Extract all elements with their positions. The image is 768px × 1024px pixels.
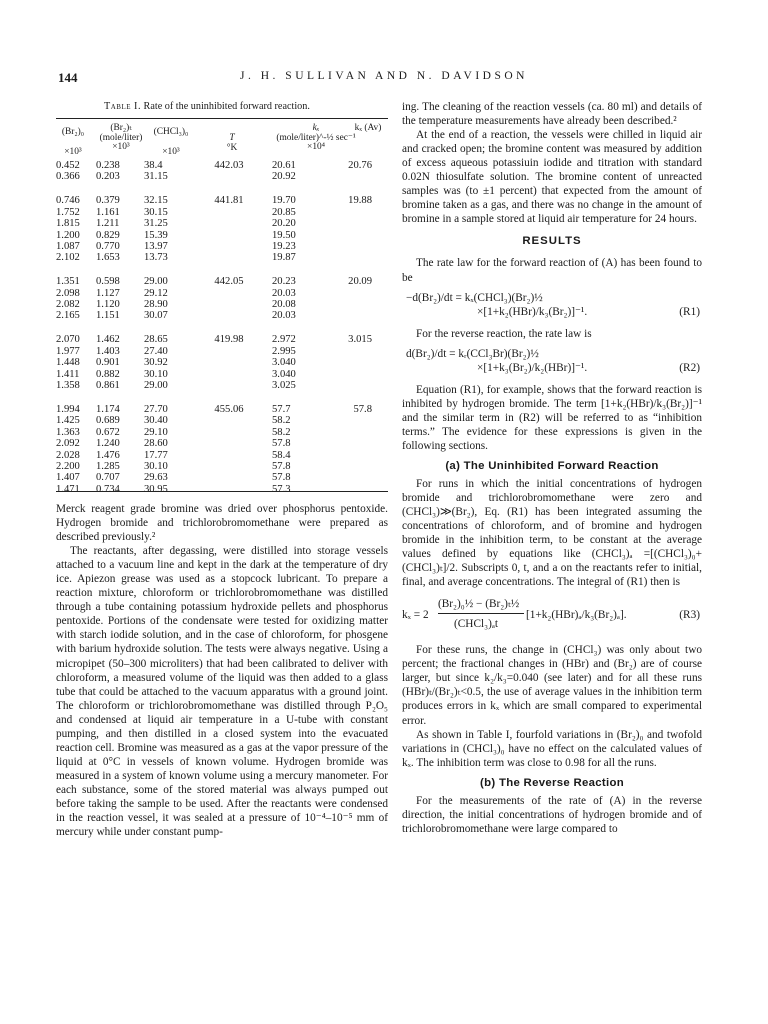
table-cell: 19.88 (348, 195, 372, 207)
header-line: kₓ (Av) (354, 123, 382, 133)
table-cell: 1.411 (56, 368, 80, 380)
table-cell (198, 310, 260, 321)
table-row (56, 334, 388, 345)
table-cell: 15.39 (144, 229, 168, 241)
table-row (56, 357, 388, 368)
table-cell: 1.285 (96, 460, 120, 472)
table-cell (332, 252, 372, 263)
table-cell: 0.379 (96, 195, 120, 207)
table-body (56, 160, 388, 508)
table-cell (198, 288, 260, 299)
table-cell: 1.358 (56, 380, 80, 392)
table-cell: 0.598 (96, 276, 120, 288)
paragraph: The rate law for the forward reaction of (A) has been found to be (402, 257, 702, 284)
table-cell: 2.995 (272, 345, 296, 357)
col-header-br2-final (96, 124, 146, 153)
table-row-group (56, 160, 388, 183)
table-cell: 2.972 (272, 334, 296, 346)
table-cell: 0.829 (96, 229, 120, 241)
table-cell: 2.098 (56, 287, 80, 299)
table-cell (332, 357, 372, 368)
table-cell (198, 230, 260, 241)
table-row (56, 195, 388, 206)
table-cell: 2.102 (56, 252, 80, 264)
table-cell: 20.09 (348, 276, 372, 288)
table-caption-text: Rate of the uninhibited forward reaction. (143, 101, 310, 112)
paragraph: For the reverse reaction, the rate law is (416, 327, 592, 340)
table-cell: 1.151 (96, 310, 120, 322)
table-cell: 0.882 (96, 368, 120, 380)
table-cell: 0.746 (56, 195, 80, 207)
table-cell: 0.238 (96, 160, 120, 171)
table-cell: 2.092 (56, 438, 80, 450)
table-cell: 57.8 (272, 438, 291, 450)
table-cell (332, 380, 372, 391)
table-cell: 20.20 (272, 218, 296, 230)
table-cell (198, 427, 260, 438)
header-line: ×10³ (112, 142, 130, 153)
equation-r2 (402, 347, 702, 375)
section-heading-results: RESULTS (522, 235, 582, 248)
col-header-kf-avg (346, 124, 390, 134)
paragraph: Equation (R1), for example, shows that the forward reaction is inhibited by hydrogen bromide. The term [1+k₂(HBr)/k₃(Br₂)]⁻¹ and the similar term in (R2) will be referred to as “inhibition terms.” The evidence for these expressions is given in the following sections. (402, 383, 702, 452)
table-cell (198, 207, 260, 218)
table-row-group (56, 404, 388, 495)
table-row (56, 369, 388, 380)
col-header-br2-initial (56, 128, 90, 157)
table-cell: 1.653 (96, 252, 120, 264)
table-cell: 13.97 (144, 240, 168, 252)
table-cell: 442.03 (214, 160, 244, 171)
table-cell (198, 438, 260, 449)
table-cell: 3.025 (272, 380, 296, 392)
table-cell: 1.174 (96, 404, 120, 416)
table-cell: 57.8 (353, 404, 372, 416)
right-column-text (402, 100, 702, 836)
table-cell: 0.366 (56, 171, 80, 183)
table-cell: 1.240 (96, 438, 120, 450)
table-cell: 2.200 (56, 460, 80, 472)
header-line: T (229, 133, 235, 143)
table-cell: 0.452 (56, 160, 80, 171)
paragraph: The reactants, after degassing, were distilled into storage vessels attached to a vacuum line and kept in the dark at the temperature of dry ice. Apiezon grease was used as a stopcock lubricant. To prepare a reaction mixture, chloroform or trichlorobromomethane was distilled through a tube containing potassium hydroxide pellets and phosphorus pentoxide. Portions of the condensate were tested for oxidizing matter with starch iodide solution, and in the case of chloroform, for phosgene with barium hydroxide solution. The tests were always negative. Using a micropipet (50–300 microliters) that had been calibrated to deliver with chloroform, a measured volume of the liquid was then added to a glass tube that could be attached to the vacuum apparatus with a ground joint. The chloroform or trichlorobromomethane was distilled through P₂O₅ and condensed at liquid air temperature in a U-tube with constant pumping, and then distilled in a closed system into the evacuated reaction cell. Bromine was measured as a gas at the vapor pressure of the liquid at 0°C in vessels of known volume. Hydrogen bromide was measured in a system of known volume using a mercury manometer. For each substance, some of the stored material was always pumped out before taking the sample to be used. After the reactants were condensed in the reaction vessel, it was sealed at a pressure of 10⁻⁴–10⁻⁵ mm of mercury while under constant pump- (56, 545, 388, 839)
table-row-group (56, 334, 388, 391)
table-cell: 455.06 (214, 404, 244, 416)
section-heading-a: (a) The Uninhibited Forward Reaction (445, 459, 659, 472)
equation-line: ×[1+k₃(Br₂)/k₂(HBr)]⁻¹. (477, 361, 588, 374)
table-cell: 0.707 (96, 472, 120, 484)
table-cell: 0.901 (96, 357, 120, 369)
table-row (56, 415, 388, 426)
table-cell (332, 171, 372, 182)
header-line: ×10³ (162, 146, 180, 157)
table-row (56, 472, 388, 483)
table-cell: 30.10 (144, 460, 168, 472)
table-cell: 442.05 (214, 276, 244, 288)
paragraph: At the end of a reaction, the vessels were chilled in liquid air and cracked open; the bromine content was measured by addition of excess aqueous potassiuin iodide and titration with standard 0.02N thiosulfate solution. The bromine content of unreacted samples was (to ±1 percent) that expected from the amount of bromine taken as a gas, and there was no change in the amount of bromine in a sample stored at liquid air temperature for 24 hours. (402, 129, 702, 226)
table-cell: 29.10 (144, 426, 168, 438)
col-header-chcl3 (146, 128, 196, 157)
table-cell (332, 230, 372, 241)
table-cell: 1.471 (56, 483, 80, 495)
table-row (56, 461, 388, 472)
col-header-temperature (202, 134, 262, 153)
table-cell: 20.85 (272, 206, 296, 218)
table-cell: 1.752 (56, 206, 80, 218)
section-heading-b: (b) The Reverse Reaction (480, 776, 624, 789)
table-cell: 20.08 (272, 299, 296, 311)
table-row (56, 427, 388, 438)
table-cell: 1.994 (56, 404, 80, 416)
table-row (56, 299, 388, 310)
equation-lhs: kₓ = 2 (402, 609, 429, 622)
table-cell (332, 207, 372, 218)
table-cell (332, 241, 372, 252)
table-cell: 30.07 (144, 310, 168, 322)
table-cell: 30.40 (144, 415, 168, 427)
table-cell: 1.120 (96, 299, 120, 311)
header-line: (Br₂)ₜ (110, 123, 132, 133)
table-cell: 20.61 (272, 160, 296, 171)
equation-rhs: [1+k₂(HBr)ₐ/k₃(Br₂)ₐ]. (526, 609, 627, 622)
table-cell: 58.2 (272, 426, 291, 438)
table-cell: 20.23 (272, 276, 296, 288)
equation-r1 (402, 291, 702, 319)
table-row (56, 160, 388, 171)
fraction-bar (438, 613, 524, 614)
equation-line: ×[1+k₂(HBr)/k₃(Br₂)]⁻¹. (477, 305, 588, 318)
table-row (56, 484, 388, 495)
table-row (56, 207, 388, 218)
table-row (56, 310, 388, 321)
table-cell: 30.92 (144, 357, 168, 369)
equation-numerator: (Br₂)₀½ − (Br₂)ₜ½ (438, 598, 520, 611)
table-cell: 0.861 (96, 380, 120, 392)
equation-tag: (R2) (679, 361, 700, 374)
table-cell: 31.25 (144, 218, 168, 230)
table-cell (198, 252, 260, 263)
table-cell: 0.203 (96, 171, 120, 183)
table-cell: 2.165 (56, 310, 80, 322)
table-cell: 28.90 (144, 299, 168, 311)
table-cell: 1.407 (56, 472, 80, 484)
table-cell: 1.815 (56, 218, 80, 230)
table-cell: 1.087 (56, 240, 80, 252)
table-row (56, 241, 388, 252)
table-cell: 57.3 (272, 483, 291, 495)
table-cell (198, 450, 260, 461)
table-cell (332, 461, 372, 472)
table-cell (332, 310, 372, 321)
table-cell: 17.77 (144, 449, 168, 461)
header-line: °K (226, 142, 238, 153)
table-cell (198, 380, 260, 391)
table-row (56, 438, 388, 449)
table-cell: 1.127 (96, 287, 120, 299)
table-cell: 27.70 (144, 404, 168, 416)
table-cell: 29.12 (144, 287, 168, 299)
table-row (56, 252, 388, 263)
table-row (56, 288, 388, 299)
table-cell (332, 484, 372, 495)
table-cell: 30.15 (144, 206, 168, 218)
table-caption-label: Table I. (104, 101, 141, 112)
equation-tag: (R3) (679, 609, 700, 622)
table-cell: 57.8 (272, 472, 291, 484)
table-cell (198, 369, 260, 380)
table-cell: 19.70 (272, 195, 296, 207)
left-column-text (56, 502, 388, 839)
table-row (56, 346, 388, 357)
table-cell: 3.015 (348, 334, 372, 346)
table-cell: 1.161 (96, 206, 120, 218)
header-line: ×10⁴ (307, 142, 325, 153)
table-cell (332, 472, 372, 483)
table-cell: 57.8 (272, 460, 291, 472)
table-cell (332, 450, 372, 461)
header-line: (CHCl₃)₀ (153, 127, 189, 137)
equation-tag: (R1) (679, 305, 700, 318)
table-row-group (56, 276, 388, 322)
table-cell: 1.403 (96, 345, 120, 357)
table-cell: 3.040 (272, 368, 296, 380)
table-cell: 2.082 (56, 299, 80, 311)
table-cell: 29.63 (144, 472, 168, 484)
table-cell: 19.87 (272, 252, 296, 264)
table-cell: 1.363 (56, 426, 80, 438)
table-cell: 1.977 (56, 345, 80, 357)
table-cell: 19.23 (272, 240, 296, 252)
table-header (56, 124, 388, 156)
table-cell: 13.73 (144, 252, 168, 264)
table-cell: 29.00 (144, 380, 168, 392)
table-cell: 19.50 (272, 229, 296, 241)
table-cell: 1.351 (56, 276, 80, 288)
table-cell: 20.03 (272, 310, 296, 322)
header-line: ×10³ (64, 146, 82, 157)
table-cell (198, 461, 260, 472)
table-cell (198, 415, 260, 426)
table-row (56, 218, 388, 229)
table-cell (332, 415, 372, 426)
table-cell (332, 346, 372, 357)
table-cell: 1.476 (96, 449, 120, 461)
table-cell: 30.10 (144, 368, 168, 380)
paragraph: For runs in which the initial concentrations of hydrogen bromide and trichlorobromomethane were zero and (CHCl₃)≫(Br₂), Eq. (R1) has been integrated assuming the concentrations of chloroform, and of bromine and hydrogen bromide in the inhibition term, to be constant at the average values defined by equations like (CHCl₃)ₐ =[(CHCl₃)₀+(CHCl₃)ₜ]/2. Subscripts 0, t, and a on the reactants refer to initial, final, and average concentrations. The integral of (R1) then is (402, 477, 702, 589)
table-cell (198, 484, 260, 495)
table-cell: 0.689 (96, 415, 120, 427)
table-cell (198, 472, 260, 483)
table-cell: 58.4 (272, 449, 291, 461)
table-row-group (56, 195, 388, 263)
table-cell: 3.040 (272, 357, 296, 369)
table-cell (198, 357, 260, 368)
table-cell (198, 218, 260, 229)
table-cell: 2.070 (56, 334, 80, 346)
table-cell: 28.60 (144, 438, 168, 450)
table-cell: 38.4 (144, 160, 163, 171)
table-cell (332, 427, 372, 438)
table-cell (198, 241, 260, 252)
paragraph: As shown in Table I, fourfold variations in (Br₂)₀ and twofold variations in (CHCl₃)₀ have no effect on the calculated values of kₓ. The inhibition term was close to 0.98 for all the runs. (402, 728, 702, 769)
table-row (56, 404, 388, 415)
table-cell: 27.40 (144, 345, 168, 357)
table-cell: 2.028 (56, 449, 80, 461)
table-cell (332, 288, 372, 299)
paragraph: For these runs, the change in (CHCl₃) was only about two percent; the fractional changes in (HBr) and (Br₂) are of course larger, but since k₂/k₃=0.040 (see later) and for all these runs (HBr)ₜ/(Br₂)ₜ<0.5, the use of average values in the inhibition term produces errors in kₓ which are small compared to experimental error. (402, 644, 702, 727)
equation-r3 (402, 595, 702, 635)
table-bottom-rule (56, 491, 388, 492)
table-cell: 20.92 (272, 171, 296, 183)
table-row (56, 276, 388, 287)
table-cell: 0.734 (96, 483, 120, 495)
table-cell: 1.448 (56, 357, 80, 369)
table-cell: 30.95 (144, 483, 168, 495)
paragraph: Merck reagent grade bromine was dried over phosphorus pentoxide. Hydrogen bromide and trichlorobromomethane were prepared as described previously.² (56, 503, 388, 544)
table-cell: 419.98 (214, 334, 244, 346)
paragraph: ing. The cleaning of the reaction vessels (ca. 80 ml) and details of the temperature measurements have already been described.² (402, 101, 702, 128)
table-row (56, 230, 388, 241)
table-cell: 1.425 (56, 415, 80, 427)
table-row (56, 380, 388, 391)
table-cell: 57.7 (272, 404, 291, 416)
table-cell (198, 171, 260, 182)
table-cell: 58.2 (272, 415, 291, 427)
table-cell (198, 346, 260, 357)
table-cell: 31.15 (144, 171, 168, 183)
header-line: (mole/liter) (99, 132, 143, 143)
table-cell: 441.81 (214, 195, 244, 207)
table-cell: 29.00 (144, 276, 168, 288)
running-head: J. H. SULLIVAN AND N. DAVIDSON (240, 70, 528, 82)
table-cell (332, 438, 372, 449)
table-cell (332, 369, 372, 380)
table-cell (332, 299, 372, 310)
table-top-rule (56, 118, 388, 119)
table-cell (198, 299, 260, 310)
table-cell: 20.76 (348, 160, 372, 171)
table-cell (332, 218, 372, 229)
table-cell: 28.65 (144, 334, 168, 346)
header-line: (mole/liter)^-½ sec⁻¹ (276, 132, 356, 143)
table-cell: 0.672 (96, 426, 120, 438)
table-caption (104, 101, 310, 112)
table-cell: 32.15 (144, 195, 168, 207)
header-line: kₓ (312, 123, 320, 133)
table-row (56, 450, 388, 461)
equation-denominator: (CHCl₃)ₐt (454, 618, 499, 631)
equation-line: d(Br₂)/dt = kᵣ(CCl₃Br)(Br₂)½ (406, 347, 539, 360)
header-line: (Br₂)₀ (61, 127, 85, 137)
page-number: 144 (58, 70, 78, 85)
paragraph: For the measurements of the rate of (A) in the reverse direction, the initial concentrations of hydrogen bromide and of trichlorobromomethane were large compared to (402, 794, 702, 835)
table-cell: 1.200 (56, 229, 80, 241)
equation-line: −d(Br₂)/dt = kₓ(CHCl₃)(Br₂)½ (406, 291, 543, 304)
table-row (56, 171, 388, 182)
table-cell: 1.462 (96, 334, 120, 346)
table-cell: 20.03 (272, 287, 296, 299)
table-cell: 0.770 (96, 240, 120, 252)
table-cell: 1.211 (96, 218, 120, 230)
